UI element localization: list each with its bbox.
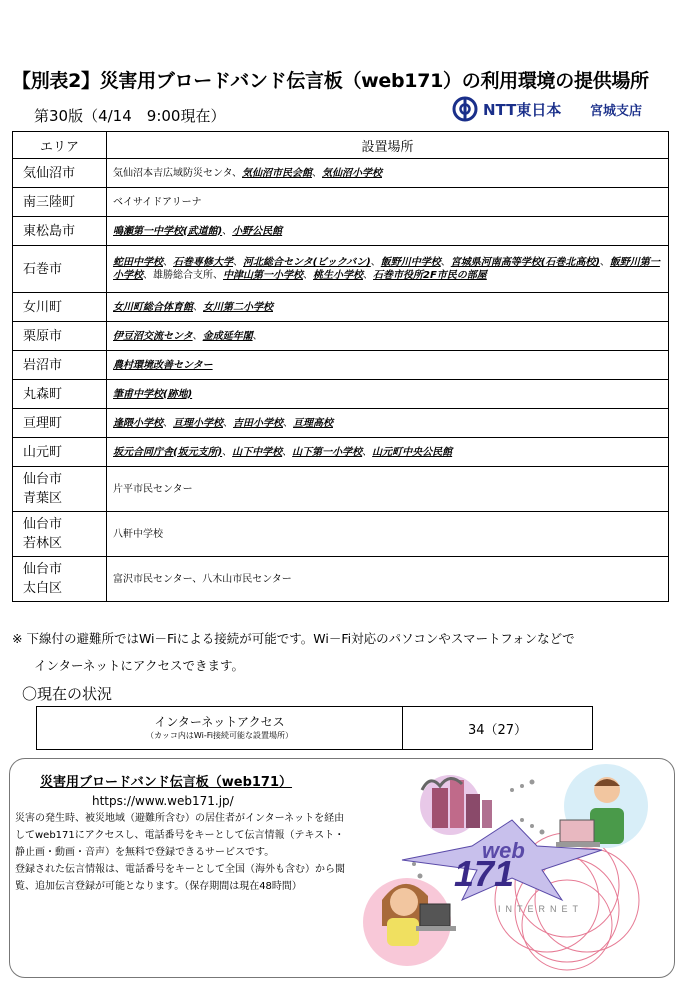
wifi-note-line2: インターネットにアクセスできます。 bbox=[34, 658, 245, 673]
location-cell bbox=[107, 380, 669, 409]
location-cell: 逢隈小学校、亘理小学校、吉田小学校、亘理高校 bbox=[107, 409, 669, 438]
status-heading: 〇現在の状況 bbox=[22, 685, 113, 703]
logo-web-text: web bbox=[482, 838, 525, 863]
buildings-icon bbox=[420, 775, 492, 835]
location-cell: 蛇田中学校、石巻専修大学、河北総合センタ(ビックバン)、飯野川中学校、宮城県河南高等学校(石巻北高校)、飯野川第一小学校、雄勝総合支所、中津山第一小学校、桃生小学校、石巻市役所2F市民の部屋 bbox=[107, 246, 669, 293]
wifi-location: 山下中学校 bbox=[232, 446, 283, 458]
area-cell: 東松島市 bbox=[13, 217, 107, 246]
wifi-location: 女川第二小学校 bbox=[203, 301, 273, 313]
area-cell: 亘理町 bbox=[13, 409, 107, 438]
table-row bbox=[13, 438, 669, 467]
logo-internet-text: INTERNET bbox=[498, 904, 583, 914]
branch-label: 宮城支店 bbox=[590, 104, 643, 119]
table-row bbox=[13, 246, 669, 293]
wifi-location: 農村環境改善センター bbox=[113, 359, 213, 371]
table-row bbox=[13, 557, 669, 602]
location-cell: 鳴瀬第一中学校(武道館)、小野公民館 bbox=[107, 217, 669, 246]
area-cell: 気仙沼市 bbox=[13, 159, 107, 188]
wifi-location: 中津山第一小学校 bbox=[223, 270, 303, 281]
wifi-location: 伊豆沼交流センタ bbox=[113, 330, 193, 342]
edition-label: 第30版（4/14 9:00現在） bbox=[34, 107, 226, 125]
page-title: 【別表2】災害用ブロードバンド伝言板（web171）の利用環境の提供場所 bbox=[12, 70, 649, 92]
wifi-location: 飯野川第一小学校 bbox=[113, 257, 660, 281]
site-table bbox=[12, 131, 669, 602]
wifi-location: 桃生小学校 bbox=[313, 270, 363, 281]
table-row bbox=[13, 188, 669, 217]
table-row bbox=[13, 512, 669, 557]
wifi-location: 山元町中央公民館 bbox=[372, 446, 453, 458]
location: 富沢市民センター bbox=[113, 573, 193, 585]
panel-paragraph-1: 災害の発生時、被災地域（避難所含む）の居住者がインターネットを経由してweb171にアクセスし、電話番号をキーとして伝言情報（テキスト・静止画・動画・音声）を無料で登録できるサービスです。 bbox=[15, 813, 345, 858]
location: 気仙沼本吉広域防災センタ bbox=[113, 167, 232, 179]
area-cell: 女川町 bbox=[13, 293, 107, 322]
panel-title: 災害用ブロードバンド伝言板（web171） bbox=[40, 775, 293, 790]
web171-url-link[interactable]: https://www.web171.jp/ bbox=[92, 794, 234, 808]
wifi-location: 鳴瀬第一中学校(武道館) bbox=[113, 225, 223, 237]
wifi-location: 気仙沼小学校 bbox=[322, 167, 382, 179]
status-label-cell bbox=[37, 707, 403, 750]
area-cell: 石巻市 bbox=[13, 246, 107, 293]
panel-paragraph-2: 登録された伝言情報は、電話番号をキーとして全国（海外も含む）から閲覧、追加伝言登録が可能となります。（保存期間は現在48時間） bbox=[15, 864, 345, 892]
area-cell: 丸森町 bbox=[13, 380, 107, 409]
table-row bbox=[13, 351, 669, 380]
wifi-location: 坂元合同庁舎(坂元支所) bbox=[113, 446, 223, 458]
area-cell: 栗原市 bbox=[13, 322, 107, 351]
area-cell: 仙台市 青葉区 bbox=[13, 467, 107, 512]
woman-with-laptop-icon bbox=[363, 878, 456, 966]
location: 八軒中学校 bbox=[113, 528, 163, 540]
ntt-brand-text: NTT東日本 bbox=[483, 101, 562, 119]
table-row bbox=[13, 380, 669, 409]
location-cell: 富沢市民センター、八木山市民センター bbox=[107, 557, 669, 602]
location-cell: 女川町総合体育館、女川第二小学校 bbox=[107, 293, 669, 322]
location-cell bbox=[107, 467, 669, 512]
location-cell bbox=[107, 188, 669, 217]
wifi-location: 蛇田中学校 bbox=[113, 257, 163, 268]
location-column-header: 設置場所 bbox=[107, 132, 669, 159]
web171-illustration bbox=[362, 760, 672, 974]
table-row bbox=[13, 322, 669, 351]
wifi-location: 山下第一小学校 bbox=[292, 446, 363, 458]
location: 片平市民センター bbox=[113, 483, 193, 495]
table-row bbox=[13, 467, 669, 512]
status-label: インターネットアクセス bbox=[154, 714, 285, 729]
wifi-location: 気仙沼市民会館 bbox=[242, 167, 312, 179]
wifi-location: 河北総合センタ(ビックバン) bbox=[243, 257, 371, 268]
wifi-location: 筆甫中学校(跡地) bbox=[113, 388, 193, 400]
area-cell: 仙台市 若林区 bbox=[13, 512, 107, 557]
table-row bbox=[13, 159, 669, 188]
location-cell bbox=[107, 512, 669, 557]
wifi-location: 小野公民館 bbox=[232, 225, 283, 237]
wifi-location: 亘理小学校 bbox=[173, 417, 223, 429]
wifi-location: 金成延年閣 bbox=[202, 330, 253, 342]
wifi-location: 逢隈小学校 bbox=[113, 417, 163, 429]
trailing-mark: 、 bbox=[252, 330, 263, 342]
man-with-laptop-icon bbox=[556, 764, 648, 848]
table-row bbox=[13, 409, 669, 438]
area-column-header: エリア bbox=[13, 132, 107, 159]
wifi-location: 石巻市役所2F市民の部屋 bbox=[373, 270, 487, 281]
area-cell: 岩沼市 bbox=[13, 351, 107, 380]
wifi-location: 女川町総合体育館 bbox=[113, 301, 193, 313]
location: 八木山市民センター bbox=[202, 573, 292, 585]
area-cell: 仙台市 太白区 bbox=[13, 557, 107, 602]
location: 雄勝総合支所 bbox=[153, 270, 213, 281]
area-cell: 南三陸町 bbox=[13, 188, 107, 217]
location-cell bbox=[107, 351, 669, 380]
logo-171-text: 171 bbox=[454, 853, 515, 894]
wifi-location: 吉田小学校 bbox=[233, 417, 283, 429]
wifi-note-line1: ※ 下線付の避難所ではWi－Fiによる接続が可能です。Wi－Fi対応のパソコンやスマートフォンなどで bbox=[12, 631, 575, 646]
wifi-location: 亘理高校 bbox=[293, 417, 333, 429]
location-cell: 坂元合同庁舎(坂元支所)、山下中学校、山下第一小学校、山元町中央公民館 bbox=[107, 438, 669, 467]
area-cell: 山元町 bbox=[13, 438, 107, 467]
panel-description bbox=[15, 810, 351, 895]
status-sublabel: （カッコ内はWi-Fi接続可能な設置場所） bbox=[145, 730, 293, 740]
location-cell: 気仙沼本吉広域防災センタ、気仙沼市民会館、気仙沼小学校 bbox=[107, 159, 669, 188]
wifi-location: 石巻専修大学 bbox=[173, 257, 233, 268]
status-table bbox=[36, 706, 593, 750]
wifi-location: 宮城県河南高等学校(石巻北高校) bbox=[450, 257, 600, 268]
status-value: 34（27） bbox=[403, 707, 593, 750]
wifi-location: 飯野川中学校 bbox=[380, 257, 441, 268]
ntt-logo-icon bbox=[452, 96, 478, 122]
location-cell: 伊豆沼交流センタ、金成延年閣、 bbox=[107, 322, 669, 351]
location: ベイサイドアリーナ bbox=[113, 196, 202, 208]
table-header-row bbox=[13, 132, 669, 159]
table-row bbox=[13, 293, 669, 322]
table-row bbox=[13, 217, 669, 246]
